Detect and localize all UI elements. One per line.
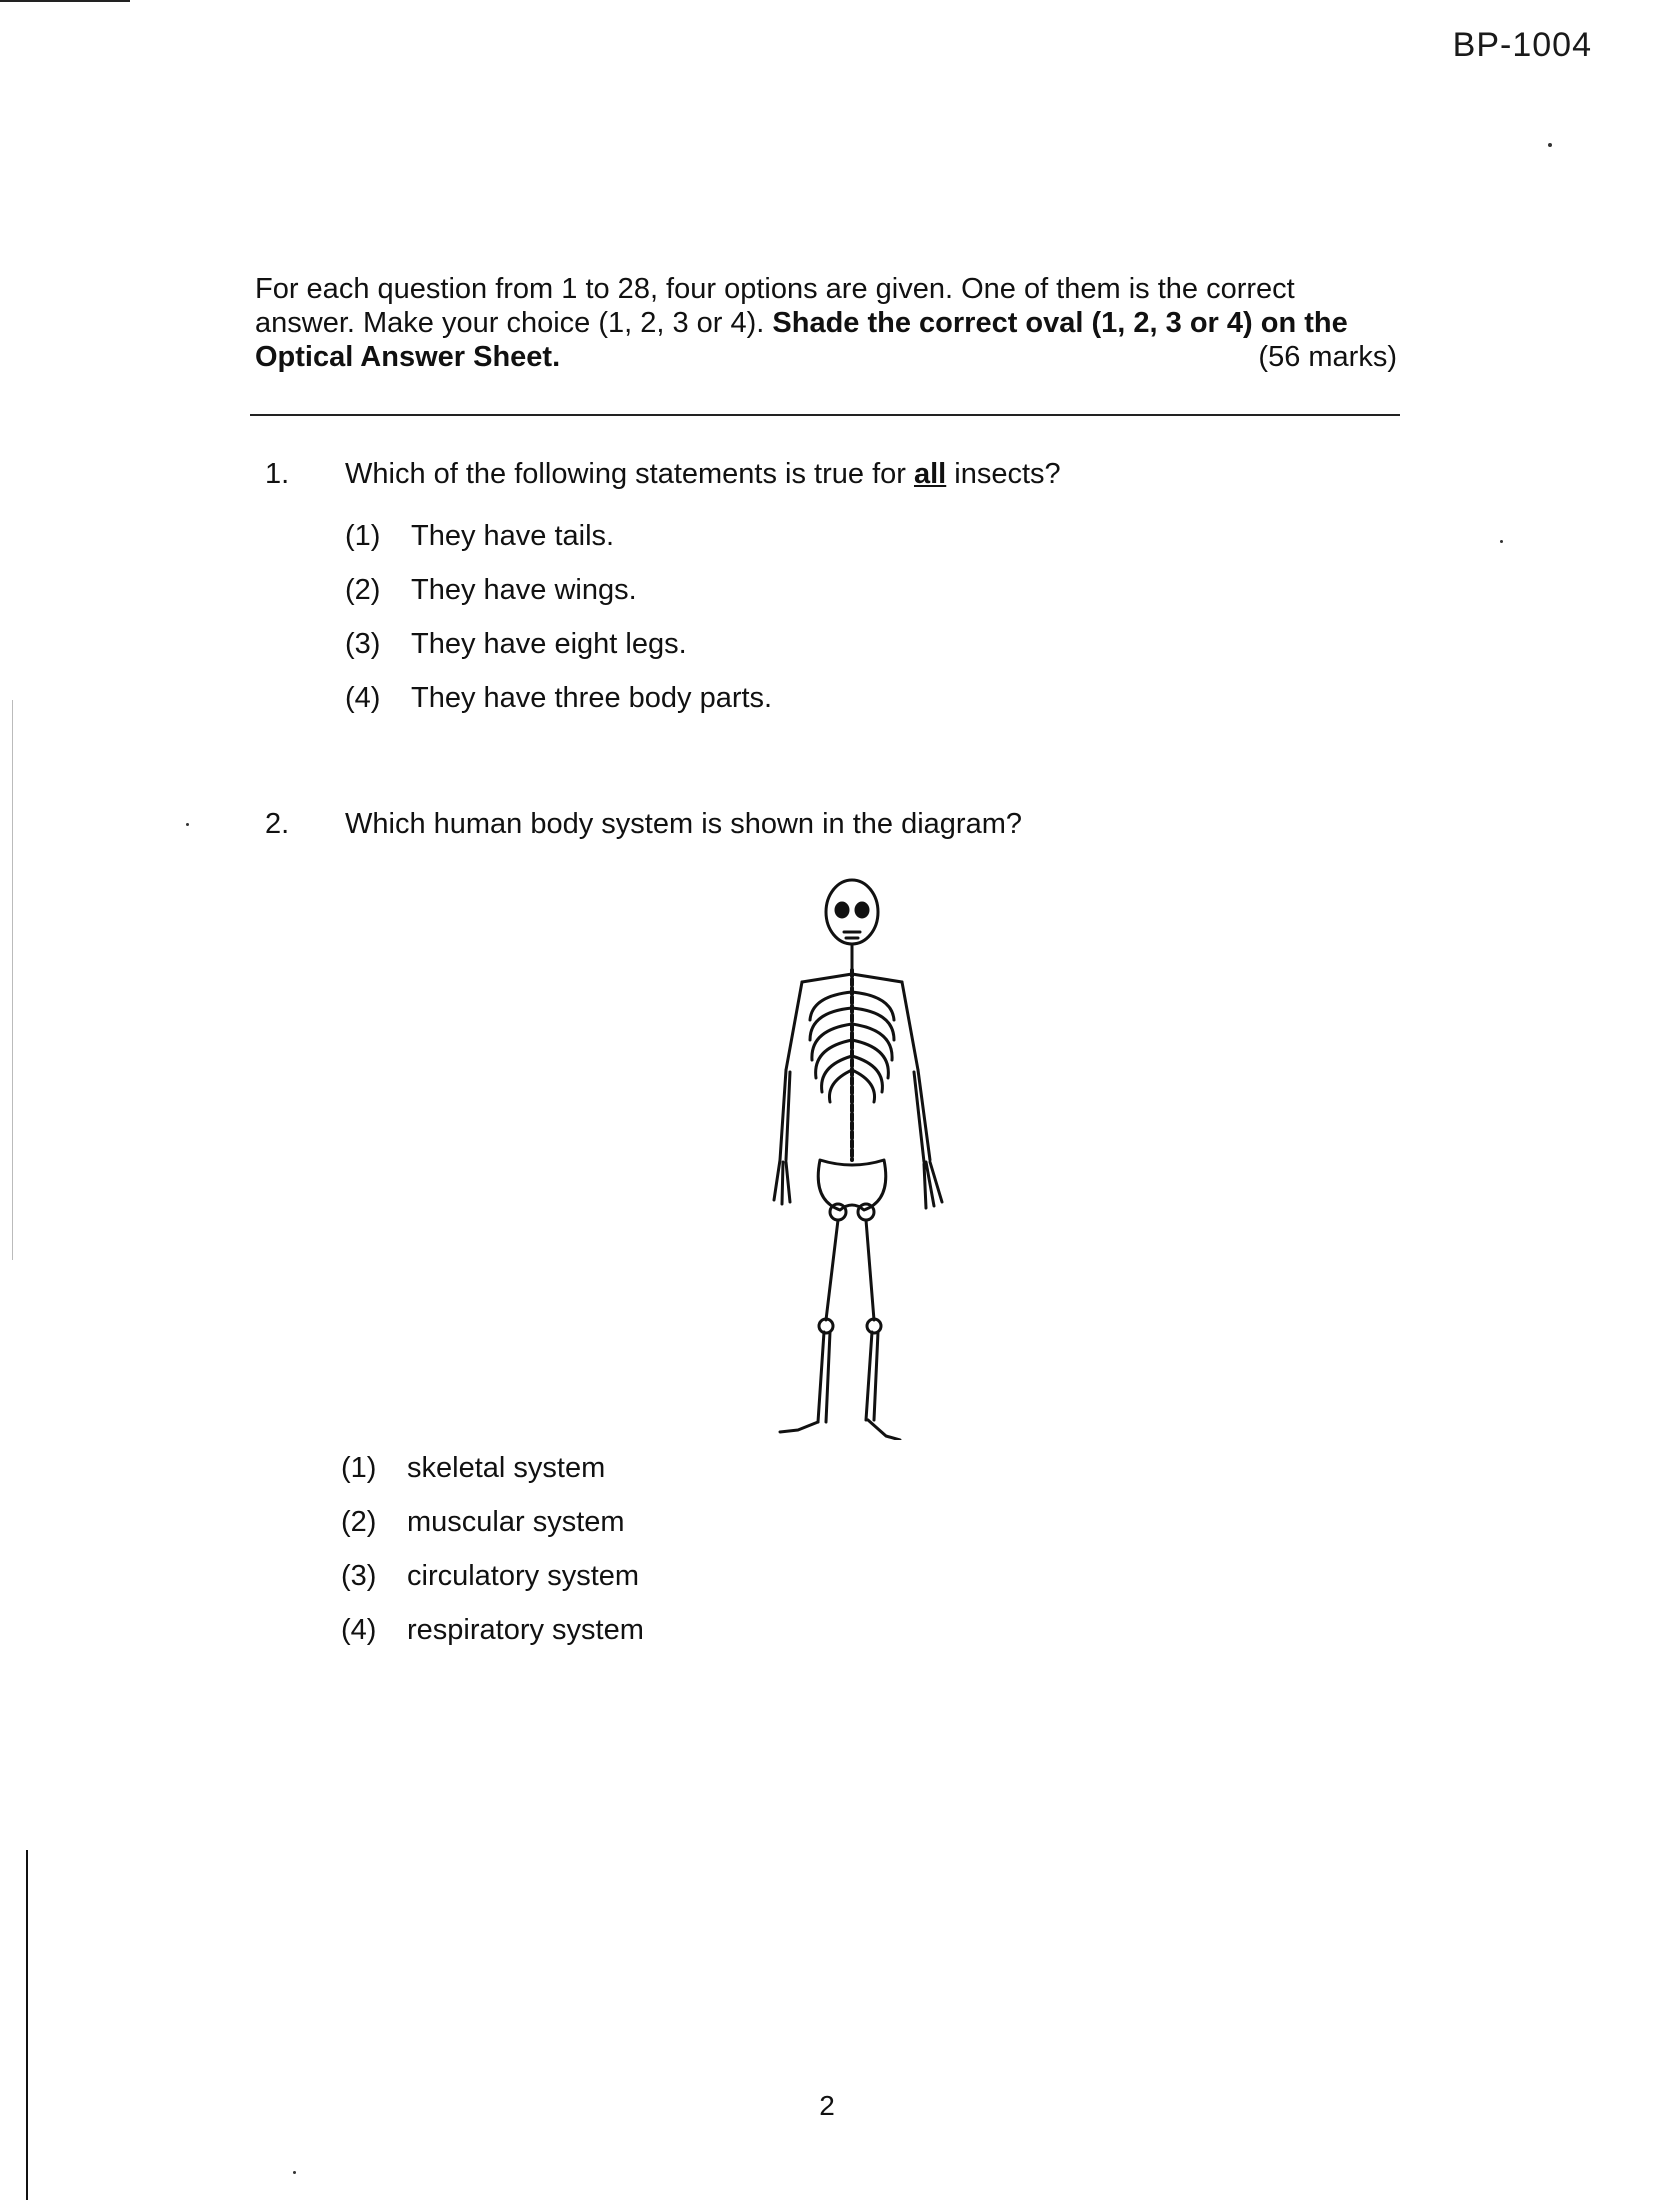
- option-text: respiratory system: [407, 1614, 644, 1646]
- option-item: [341, 1560, 644, 1614]
- scan-speck: [186, 823, 189, 826]
- option-item: [341, 1452, 644, 1506]
- scan-edge-mark: [26, 1850, 28, 2200]
- option-label: (3): [345, 628, 381, 660]
- skeleton-diagram: [740, 870, 980, 1440]
- instructions-line: answer. Make your choice (1, 2, 3 or 4). Shade the correct oval (1, 2, 3 or 4) on the: [255, 307, 1348, 339]
- scan-speck: [1548, 143, 1552, 147]
- option-label: (3): [341, 1560, 377, 1592]
- option-text: They have wings.: [411, 574, 637, 606]
- question-stem: Which human body system is shown in the diagram?: [345, 808, 1022, 840]
- option-item: [345, 574, 772, 628]
- scan-edge-mark: [12, 700, 13, 1260]
- paper-code: BP-1004: [1452, 26, 1592, 64]
- question-2-options: [341, 1452, 644, 1668]
- instructions-block: [255, 272, 1397, 374]
- option-text: circulatory system: [407, 1560, 640, 1592]
- scan-speck: [293, 2171, 296, 2174]
- option-text: They have tails.: [411, 520, 615, 552]
- option-text: They have eight legs.: [411, 628, 687, 660]
- option-label: (1): [345, 520, 381, 552]
- option-item: [345, 682, 772, 736]
- option-item: [341, 1506, 644, 1560]
- page-number: 2: [819, 2090, 835, 2121]
- question-stem: Which of the following statements is true for all insects?: [345, 458, 1061, 490]
- divider: [250, 414, 1400, 416]
- option-label: (1): [341, 1452, 377, 1484]
- option-text: muscular system: [407, 1506, 625, 1538]
- option-label: (4): [345, 682, 381, 714]
- option-label: (2): [341, 1506, 377, 1538]
- option-item: [345, 628, 772, 682]
- instructions-line: Optical Answer Sheet. (56 marks): [255, 341, 1397, 373]
- question-1-options: [345, 520, 772, 736]
- option-label: (4): [341, 1614, 377, 1646]
- option-text: skeletal system: [407, 1452, 606, 1484]
- scan-edge-mark: [0, 0, 130, 2]
- option-item: [345, 520, 772, 574]
- question-number: 1.: [265, 458, 290, 490]
- option-text: They have three body parts.: [411, 682, 773, 714]
- option-item: [341, 1614, 644, 1668]
- scan-speck: [1500, 540, 1503, 543]
- question-number: 2.: [265, 808, 290, 840]
- instructions-line: For each question from 1 to 28, four options are given. One of them is the correct: [255, 273, 1295, 305]
- marks-label: (56 marks): [1258, 341, 1397, 373]
- option-label: (2): [345, 574, 381, 606]
